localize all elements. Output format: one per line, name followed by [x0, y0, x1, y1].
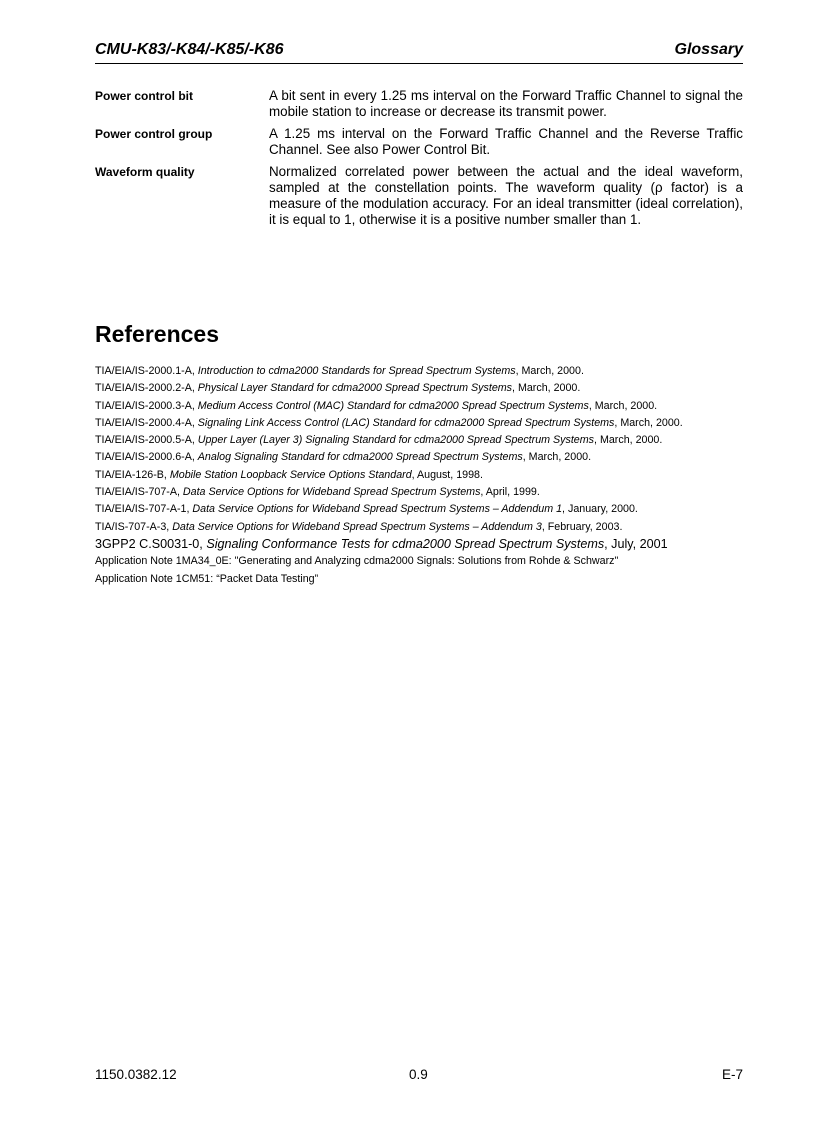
glossary-entry [95, 164, 743, 228]
reference-item: TIA/EIA/IS-2000.3-A, Medium Access Control (MAC) Standard for cdma2000 Spread Spectrum Systems, March, 2000. [95, 399, 658, 412]
reference-item: TIA/IS-707-A-3, Data Service Options for Wideband Spread Spectrum Systems – Addendum 3, February, 2003. [95, 520, 623, 533]
glossary-term: Power control group [95, 127, 213, 141]
reference-item: TIA/EIA/IS-707-A-1, Data Service Options for Wideband Spread Spectrum Systems – Addendum 1, January, 2000. [95, 503, 638, 516]
reference-item: TIA/EIA/IS-2000.2-A, Physical Layer Standard for cdma2000 Spread Spectrum Systems, March, 2000. [95, 382, 581, 395]
reference-item: TIA/EIA-126-B, Mobile Station Loopback Service Options Standard, August, 1998. [95, 468, 483, 481]
footer-doc-number: 1150.0382.12 [95, 1067, 177, 1082]
header-product: CMU-K83/-K84/-K85/-K86 [95, 41, 284, 58]
glossary-definition: A 1.25 ms interval on the Forward Traffic Channel and the Reverse Traffic Channel. See also Power Control Bit. [269, 126, 743, 157]
reference-item: 3GPP2 C.S0031-0, Signaling Conformance Tests for cdma2000 Spread Spectrum Systems, July, 2001 [95, 536, 668, 551]
reference-item: TIA/EIA/IS-2000.6-A, Analog Signaling Standard for cdma2000 Spread Spectrum Systems, March, 2000. [95, 451, 592, 464]
references-list [95, 363, 755, 588]
page-header [95, 41, 743, 64]
page-footer [95, 1067, 743, 1085]
references-heading: References [95, 321, 220, 347]
glossary-list [95, 88, 743, 234]
reference-item: TIA/EIA/IS-2000.1-A, Introduction to cdma2000 Standards for Spread Spectrum Systems, March, 2000. [95, 365, 584, 377]
reference-item: TIA/EIA/IS-2000.5-A, Upper Layer (Layer 3) Signaling Standard for cdma2000 Spread Spectrum Systems, March, 2000. [95, 434, 663, 447]
reference-item: Application Note 1MA34_0E: "Generating and Analyzing cdma2000 Signals: Solutions from Rohde & Schwarz" [95, 555, 619, 568]
footer-version: 0.9 [409, 1067, 428, 1082]
glossary-entry [95, 88, 743, 120]
reference-item: TIA/EIA/IS-2000.4-A, Signaling Link Access Control (LAC) Standard for cdma2000 Spread Spectrum Systems, March, 2000. [95, 416, 683, 429]
glossary-definition: Normalized correlated power between the actual and the ideal waveform, sampled at the constellation points. The waveform quality (ρ factor) is a measure of the modulation accuracy. For an ideal transmitter (ideal correlation), it is equal to 1, otherwise it is a positive number smaller than 1. [269, 164, 743, 227]
reference-item: TIA/EIA/IS-707-A, Data Service Options for Wideband Spread Spectrum Systems, April, 1999. [95, 486, 540, 499]
reference-item: Application Note 1CM51: “Packet Data Testing” [95, 572, 319, 585]
glossary-entry [95, 126, 743, 158]
glossary-definition: A bit sent in every 1.25 ms interval on the Forward Traffic Channel to signal the mobile station to increase or decrease its transmit power. [269, 88, 743, 119]
glossary-term: Power control bit [95, 89, 194, 103]
footer-page-number: E-7 [721, 1067, 743, 1082]
glossary-term: Waveform quality [95, 165, 195, 179]
header-section: Glossary [674, 41, 743, 58]
